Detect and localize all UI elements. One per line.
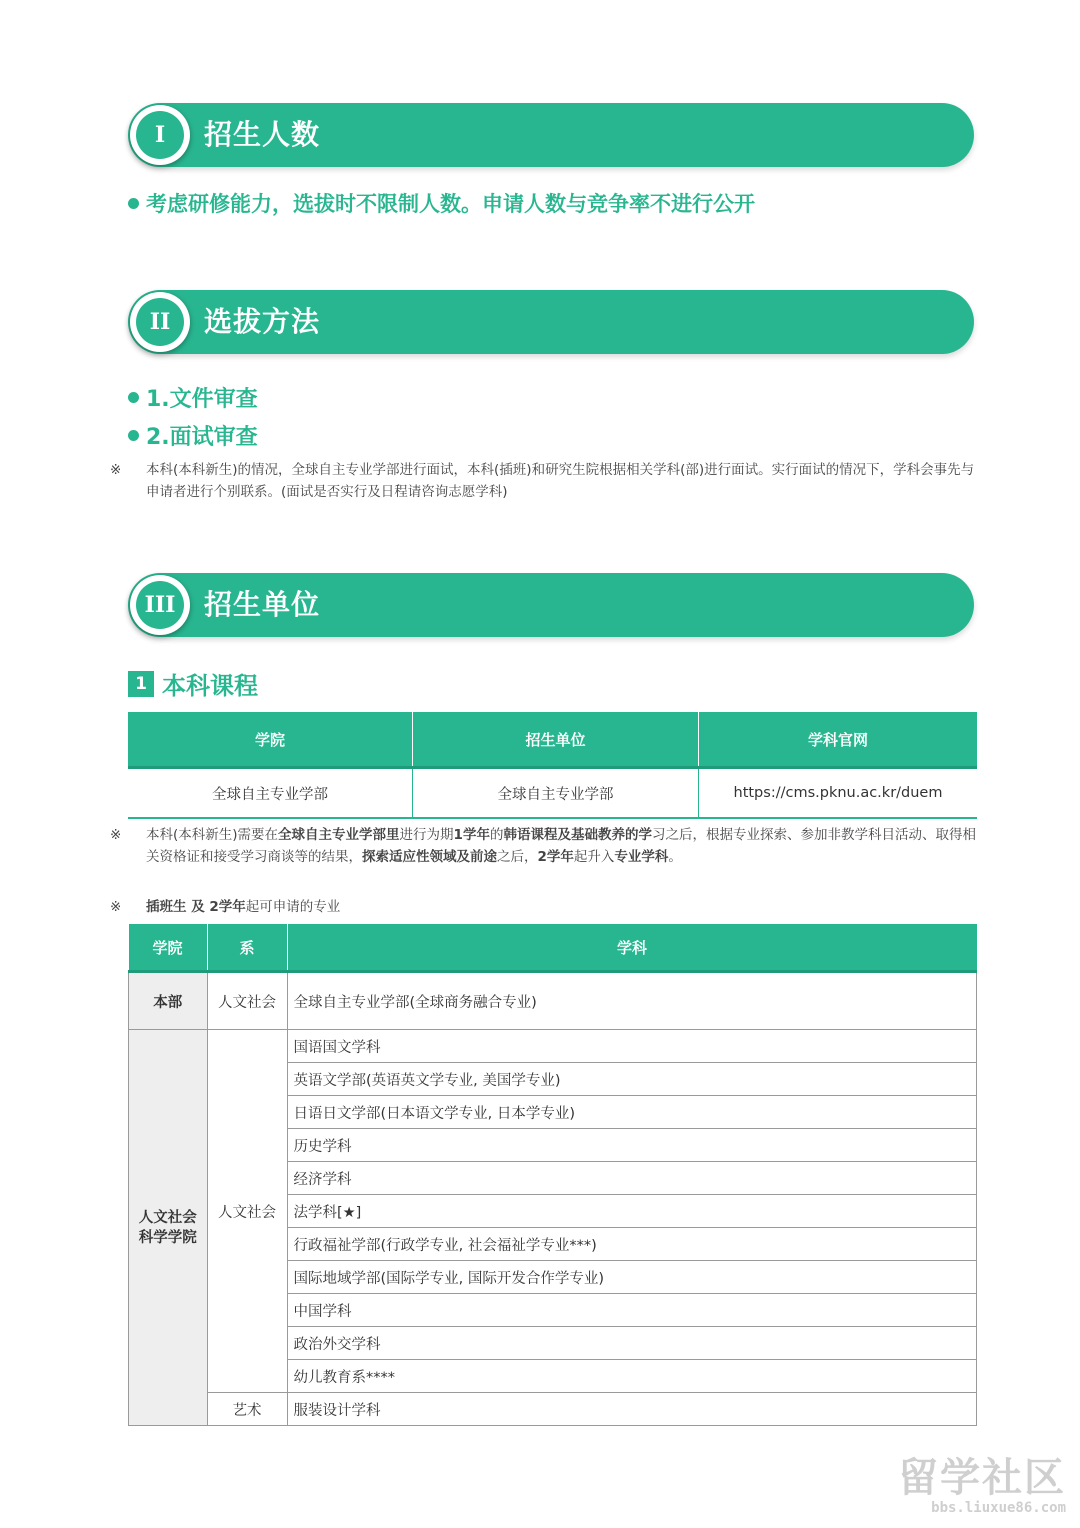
section-header-2 bbox=[128, 290, 974, 354]
majors-table bbox=[128, 924, 977, 1426]
section-header-3 bbox=[128, 573, 974, 637]
note-bold: 2学年 bbox=[537, 849, 574, 865]
subject-cell: 国语国文学科 bbox=[287, 1030, 977, 1063]
subject-cell: 行政福祉学部(行政学专业, 社会福祉学专业***) bbox=[287, 1228, 977, 1261]
dept-cell: 人文社会 bbox=[207, 972, 287, 1030]
bullet-item bbox=[128, 420, 258, 451]
subject-cell: 历史学科 bbox=[287, 1129, 977, 1162]
roman-numeral: I bbox=[136, 111, 184, 159]
roman-numeral: II bbox=[136, 298, 184, 346]
subsection-heading bbox=[128, 666, 258, 701]
bullet-item bbox=[128, 382, 258, 413]
note-mark: ※ bbox=[110, 462, 122, 478]
bullet-dot-icon bbox=[128, 430, 139, 441]
section-title: 招生单位 bbox=[204, 588, 321, 621]
dept-cell: 人文社会 bbox=[207, 1030, 287, 1393]
college-cell bbox=[129, 1030, 208, 1426]
table-row bbox=[128, 768, 977, 819]
col-header: 学院 bbox=[128, 712, 413, 768]
col-header: 招生单位 bbox=[413, 712, 699, 768]
note-mark: ※ bbox=[110, 899, 122, 915]
watermark-url: bbs.liuxue86.com bbox=[931, 1500, 1066, 1516]
col-header: 系 bbox=[207, 924, 287, 972]
note-bold: 1学年 bbox=[453, 827, 490, 843]
dept-cell: 艺术 bbox=[207, 1393, 287, 1426]
table-row bbox=[129, 1030, 977, 1063]
subject-cell: 政治外交学科 bbox=[287, 1327, 977, 1360]
note-bold: 插班生 及 2学年 bbox=[146, 899, 246, 915]
subject-cell: 日语日文学部(日本语文学专业, 日本学专业) bbox=[287, 1096, 977, 1129]
note-bold: 专业学科 bbox=[614, 849, 669, 865]
section-header-1 bbox=[128, 103, 974, 167]
subject-cell: 经济学科 bbox=[287, 1162, 977, 1195]
subject-cell: 全球自主专业学部(全球商务融合专业) bbox=[287, 972, 977, 1030]
bullet-text: 1.文件审查 bbox=[146, 387, 258, 412]
section-title: 招生人数 bbox=[204, 118, 321, 151]
subject-cell: 英语文学部(英语英文学专业, 美国学专业) bbox=[287, 1063, 977, 1096]
roman-numeral: III bbox=[136, 581, 184, 629]
table-cell-url: https://cms.pknu.ac.kr/duem bbox=[699, 768, 978, 819]
roman-badge bbox=[130, 105, 190, 165]
col-header: 学科官网 bbox=[699, 712, 978, 768]
note-text: 本科(本科新生)的情况，全球自主专业学部进行面试，本科(插班)和研究生院根据相关学科(部)进行面试。实行面试的情况下，学科会事先与申请者进行个别联系。(面试是否实行及日程请咨询志愿学科) bbox=[146, 462, 975, 500]
college-cell: 本部 bbox=[129, 972, 208, 1030]
college-name: 人文社会科学学院 bbox=[138, 1209, 197, 1246]
bullet-text: 考虑研修能力，选拔时不限制人数。申请人数与竞争率不进行公开 bbox=[146, 192, 755, 216]
undergrad-table bbox=[128, 712, 977, 819]
table-row bbox=[129, 1393, 977, 1426]
note-bold: 韩语课程及基础教养的学 bbox=[503, 827, 652, 843]
note-text: 习之后，根据专业探索、参加非教学科目活动、取得相关资格证和接受学习商谈等的结果， bbox=[146, 827, 976, 865]
table-row bbox=[129, 972, 977, 1030]
table-cell: 全球自主专业学部 bbox=[128, 768, 413, 819]
transfer-note bbox=[110, 896, 978, 918]
freshman-note bbox=[110, 824, 978, 868]
bullet-text: 2.面试审查 bbox=[146, 425, 258, 450]
roman-badge bbox=[130, 292, 190, 352]
section-title: 选拔方法 bbox=[204, 305, 321, 338]
watermark bbox=[898, 1456, 1066, 1516]
note-text: 进行为期 bbox=[399, 827, 454, 843]
interview-note bbox=[110, 459, 978, 503]
note-bold: 全球自主专业学部里 bbox=[278, 827, 400, 843]
subsection-number: 1 bbox=[128, 671, 154, 697]
note-text: 的 bbox=[489, 827, 504, 843]
table-header-row bbox=[129, 924, 977, 972]
col-header: 学院 bbox=[129, 924, 208, 972]
subject-cell: 中国学科 bbox=[287, 1294, 977, 1327]
subject-cell: 国际地域学部(国际学专业, 国际开发合作学专业) bbox=[287, 1261, 977, 1294]
subject-cell: 服装设计学科 bbox=[287, 1393, 977, 1426]
col-header: 学科 bbox=[287, 924, 977, 972]
note-bold: 探索适应性领域及前途 bbox=[362, 849, 497, 865]
subject-cell: 幼儿教育系**** bbox=[287, 1360, 977, 1393]
roman-badge bbox=[130, 575, 190, 635]
watermark-logo: 留学社区 bbox=[898, 1455, 1066, 1501]
note-text: 起升入 bbox=[573, 849, 615, 865]
note-text: 。 bbox=[668, 849, 682, 865]
bullet-dot-icon bbox=[128, 392, 139, 403]
note-mark: ※ bbox=[110, 827, 122, 843]
subsection-title: 本科课程 bbox=[162, 672, 258, 700]
subject-cell: 法学科[★] bbox=[287, 1195, 977, 1228]
table-cell: 全球自主专业学部 bbox=[413, 768, 699, 819]
bullet-dot-icon bbox=[128, 198, 139, 209]
bullet-item bbox=[128, 188, 755, 218]
note-text: 起可申请的专业 bbox=[245, 899, 341, 915]
table-header-row bbox=[128, 712, 977, 768]
note-text: 本科(本科新生)需要在 bbox=[146, 827, 279, 843]
note-text: 之后， bbox=[497, 849, 538, 865]
